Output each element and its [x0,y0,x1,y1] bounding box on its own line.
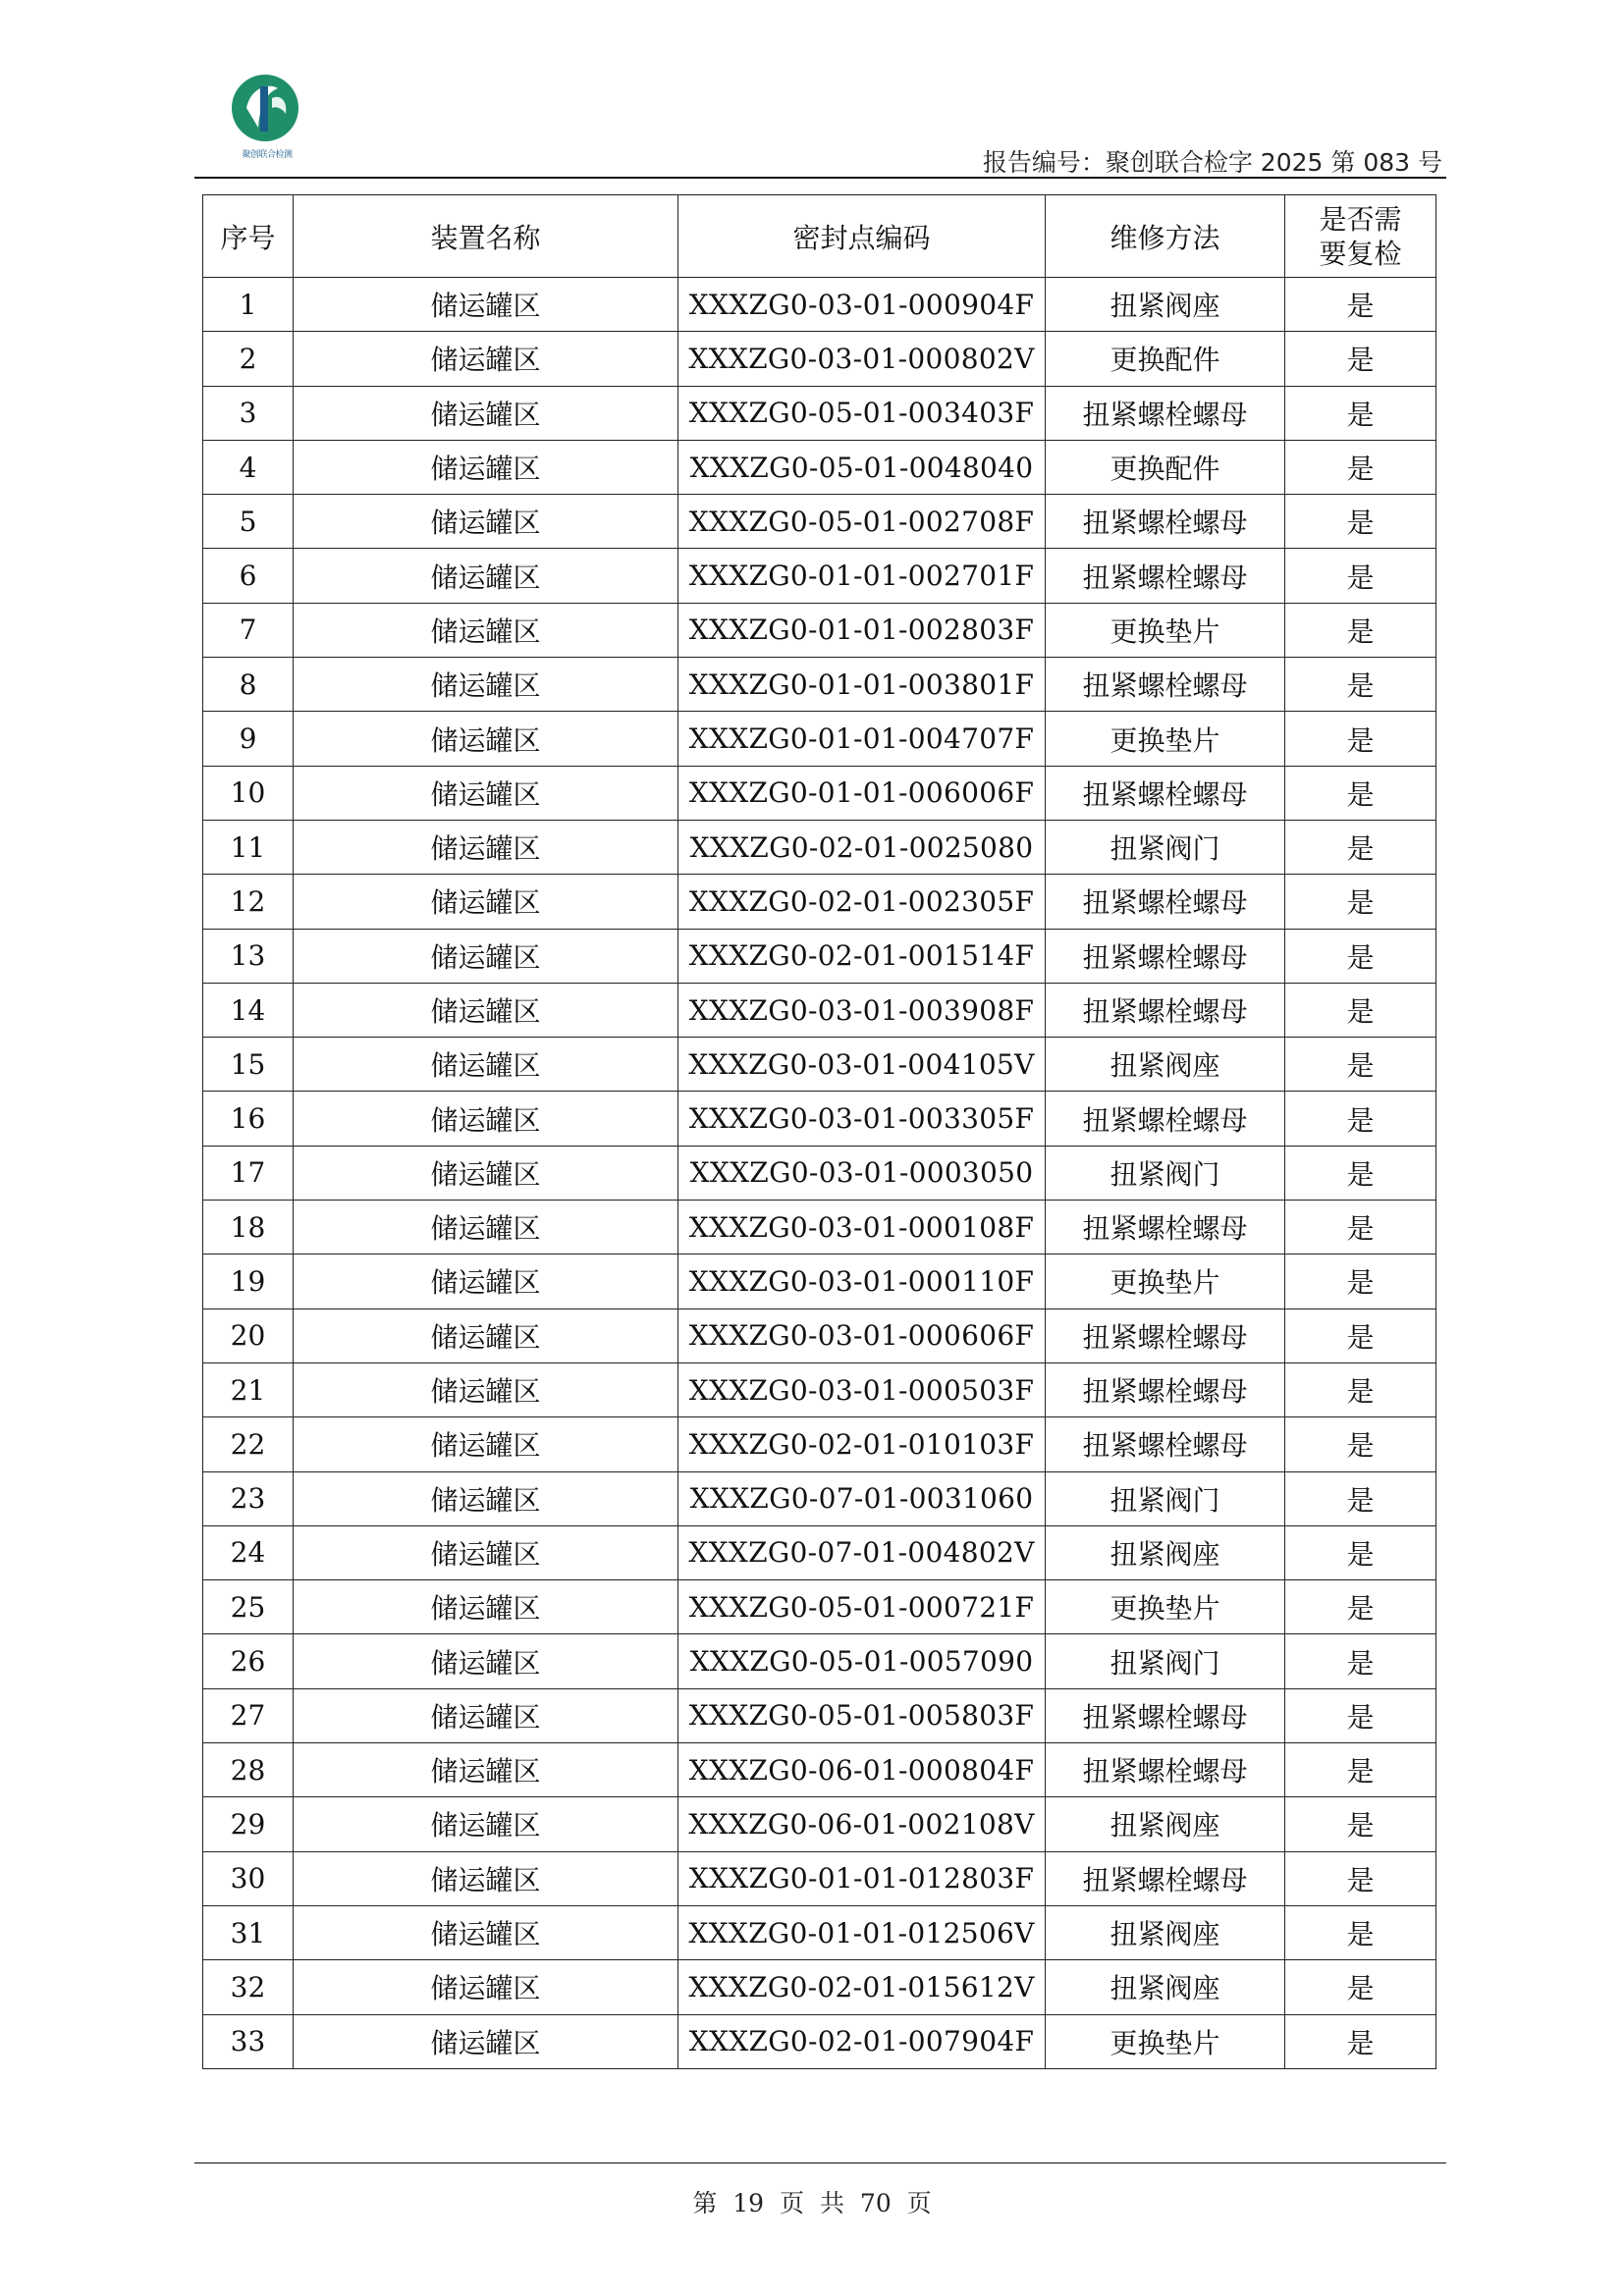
cell-recheck: 是 [1285,1580,1436,1634]
cell-index: 3 [203,386,294,440]
table-row [203,1201,1436,1255]
cell-seal-code: XXXZG0-03-01-000110F [678,1255,1046,1308]
cell-seal-code: XXXZG0-01-01-002803F [678,603,1046,657]
report-number-value: 聚创联合检字 2025 第 083 号 [1105,148,1442,177]
table-row [203,1960,1436,2014]
cell-seal-code: XXXZG0-03-01-0003050 [678,1146,1046,1200]
cell-device-name: 储运罐区 [294,1146,678,1200]
cell-recheck: 是 [1285,1038,1436,1092]
cell-index: 10 [203,766,294,820]
table-row [203,1905,1436,1959]
cell-device-name: 储运罐区 [294,1038,678,1092]
table-row [203,278,1436,332]
cell-recheck: 是 [1285,1905,1436,1959]
cell-index: 17 [203,1146,294,1200]
column-header-recheck-label: 是否需要复检 [1319,202,1402,270]
cell-seal-code: XXXZG0-02-01-001514F [678,929,1046,983]
cell-seal-code: XXXZG0-03-01-003305F [678,1092,1046,1146]
column-header-seal-code: 密封点编码 [678,195,1046,278]
cell-repair-method: 扭紧阀门 [1046,820,1285,874]
cell-seal-code: XXXZG0-06-01-000804F [678,1743,1046,1797]
cell-index: 15 [203,1038,294,1092]
cell-recheck: 是 [1285,1525,1436,1579]
cell-seal-code: XXXZG0-05-01-0057090 [678,1634,1046,1688]
cell-device-name: 储运罐区 [294,1851,678,1905]
cell-recheck: 是 [1285,278,1436,332]
cell-seal-code: XXXZG0-01-01-002701F [678,549,1046,603]
cell-index: 8 [203,658,294,712]
cell-device-name: 储运罐区 [294,332,678,386]
table-row [203,1308,1436,1362]
cell-index: 22 [203,1417,294,1471]
cell-device-name: 储运罐区 [294,1743,678,1797]
cell-repair-method: 扭紧螺栓螺母 [1046,549,1285,603]
cell-seal-code: XXXZG0-03-01-000802V [678,332,1046,386]
cell-device-name: 储运罐区 [294,278,678,332]
table-row [203,658,1436,712]
cell-device-name: 储运罐区 [294,549,678,603]
cell-seal-code: XXXZG0-07-01-0031060 [678,1471,1046,1525]
cell-repair-method: 扭紧螺栓螺母 [1046,1362,1285,1416]
cell-seal-code: XXXZG0-02-01-010103F [678,1417,1046,1471]
table-row [203,875,1436,929]
cell-device-name: 储运罐区 [294,1308,678,1362]
table-body [203,278,1436,2069]
header-divider [194,177,1446,179]
cell-repair-method: 扭紧螺栓螺母 [1046,1851,1285,1905]
cell-device-name: 储运罐区 [294,603,678,657]
cell-repair-method: 更换垫片 [1046,1255,1285,1308]
cell-index: 18 [203,1201,294,1255]
cell-index: 9 [203,712,294,766]
cell-device-name: 储运罐区 [294,712,678,766]
cell-seal-code: XXXZG0-03-01-000904F [678,278,1046,332]
cell-recheck: 是 [1285,1201,1436,1255]
cell-device-name: 储运罐区 [294,658,678,712]
cell-seal-code: XXXZG0-03-01-000108F [678,1201,1046,1255]
cell-seal-code: XXXZG0-03-01-000606F [678,1308,1046,1362]
cell-seal-code: XXXZG0-01-01-006006F [678,766,1046,820]
cell-index: 24 [203,1525,294,1579]
cell-recheck: 是 [1285,603,1436,657]
cell-repair-method: 扭紧螺栓螺母 [1046,1201,1285,1255]
table-row [203,1146,1436,1200]
cell-recheck: 是 [1285,929,1436,983]
cell-recheck: 是 [1285,1797,1436,1851]
table-row [203,440,1436,494]
cell-repair-method: 更换垫片 [1046,1580,1285,1634]
cell-device-name: 储运罐区 [294,1525,678,1579]
column-header-index: 序号 [203,195,294,278]
cell-recheck: 是 [1285,1743,1436,1797]
cell-repair-method: 更换垫片 [1046,603,1285,657]
table-header-row [203,195,1436,278]
cell-seal-code: XXXZG0-03-01-000503F [678,1362,1046,1416]
cell-repair-method: 扭紧阀座 [1046,1525,1285,1579]
cell-repair-method: 扭紧螺栓螺母 [1046,658,1285,712]
page-number: 第 19 页 共 70 页 [692,2189,932,2217]
cell-recheck: 是 [1285,766,1436,820]
table-row [203,1743,1436,1797]
table-row [203,1471,1436,1525]
cell-repair-method: 扭紧螺栓螺母 [1046,929,1285,983]
cell-repair-method: 扭紧阀门 [1046,1146,1285,1200]
cell-recheck: 是 [1285,1417,1436,1471]
cell-seal-code: XXXZG0-05-01-0048040 [678,440,1046,494]
cell-recheck: 是 [1285,1146,1436,1200]
cell-index: 11 [203,820,294,874]
cell-device-name: 储运罐区 [294,875,678,929]
cell-seal-code: XXXZG0-03-01-004105V [678,1038,1046,1092]
cell-index: 1 [203,278,294,332]
cell-seal-code: XXXZG0-02-01-007904F [678,2014,1046,2068]
cell-repair-method: 更换垫片 [1046,2014,1285,2068]
cell-repair-method: 扭紧螺栓螺母 [1046,875,1285,929]
cell-recheck: 是 [1285,712,1436,766]
cell-device-name: 储运罐区 [294,1797,678,1851]
cell-seal-code: XXXZG0-03-01-003908F [678,983,1046,1037]
cell-device-name: 储运罐区 [294,1201,678,1255]
cell-index: 30 [203,1851,294,1905]
cell-device-name: 储运罐区 [294,983,678,1037]
table-row [203,1038,1436,1092]
cell-index: 28 [203,1743,294,1797]
cell-index: 27 [203,1688,294,1742]
cell-index: 33 [203,2014,294,2068]
cell-recheck: 是 [1285,1362,1436,1416]
cell-repair-method: 更换配件 [1046,332,1285,386]
column-header-recheck [1285,195,1436,278]
cell-recheck: 是 [1285,1308,1436,1362]
cell-index: 19 [203,1255,294,1308]
cell-recheck: 是 [1285,1471,1436,1525]
cell-device-name: 储运罐区 [294,766,678,820]
cell-repair-method: 扭紧螺栓螺母 [1046,1743,1285,1797]
cell-device-name: 储运罐区 [294,1417,678,1471]
cell-device-name: 储运罐区 [294,1471,678,1525]
cell-seal-code: XXXZG0-06-01-002108V [678,1797,1046,1851]
table-row [203,1255,1436,1308]
cell-index: 2 [203,332,294,386]
cell-device-name: 储运罐区 [294,820,678,874]
table-row [203,1092,1436,1146]
cell-recheck: 是 [1285,1255,1436,1308]
table-row [203,495,1436,549]
cell-recheck: 是 [1285,875,1436,929]
cell-seal-code: XXXZG0-05-01-005803F [678,1688,1046,1742]
cell-index: 26 [203,1634,294,1688]
table-row [203,1634,1436,1688]
cell-recheck: 是 [1285,1851,1436,1905]
cell-device-name: 储运罐区 [294,1905,678,1959]
cell-device-name: 储运罐区 [294,495,678,549]
cell-seal-code: XXXZG0-05-01-000721F [678,1580,1046,1634]
cell-repair-method: 扭紧螺栓螺母 [1046,1308,1285,1362]
cell-repair-method: 扭紧阀门 [1046,1471,1285,1525]
cell-index: 20 [203,1308,294,1362]
cell-seal-code: XXXZG0-01-01-003801F [678,658,1046,712]
table-row [203,332,1436,386]
cell-index: 25 [203,1580,294,1634]
cell-repair-method: 扭紧阀门 [1046,1634,1285,1688]
table-row [203,712,1436,766]
cell-index: 5 [203,495,294,549]
cell-index: 7 [203,603,294,657]
cell-device-name: 储运罐区 [294,1092,678,1146]
cell-index: 31 [203,1905,294,1959]
cell-seal-code: XXXZG0-02-01-002305F [678,875,1046,929]
cell-index: 23 [203,1471,294,1525]
cell-device-name: 储运罐区 [294,1255,678,1308]
cell-repair-method: 扭紧螺栓螺母 [1046,766,1285,820]
table-row [203,1851,1436,1905]
table-row [203,1688,1436,1742]
cell-recheck: 是 [1285,658,1436,712]
table-row [203,603,1436,657]
cell-index: 14 [203,983,294,1037]
cell-recheck: 是 [1285,1634,1436,1688]
cell-index: 16 [203,1092,294,1146]
table-row [203,1525,1436,1579]
cell-index: 13 [203,929,294,983]
cell-index: 12 [203,875,294,929]
cell-repair-method: 扭紧螺栓螺母 [1046,1417,1285,1471]
cell-repair-method: 扭紧阀座 [1046,1905,1285,1959]
cell-repair-method: 扭紧阀座 [1046,278,1285,332]
table-row [203,1797,1436,1851]
table-row [203,929,1436,983]
cell-repair-method: 扭紧螺栓螺母 [1046,983,1285,1037]
cell-index: 21 [203,1362,294,1416]
cell-seal-code: XXXZG0-02-01-0025080 [678,820,1046,874]
cell-recheck: 是 [1285,1092,1436,1146]
cell-seal-code: XXXZG0-01-01-012506V [678,1905,1046,1959]
table-row [203,1362,1436,1416]
cell-recheck: 是 [1285,386,1436,440]
cell-seal-code: XXXZG0-01-01-012803F [678,1851,1046,1905]
cell-repair-method: 更换配件 [1046,440,1285,494]
cell-repair-method: 扭紧螺栓螺母 [1046,495,1285,549]
column-header-repair-method: 维修方法 [1046,195,1285,278]
cell-seal-code: XXXZG0-05-01-002708F [678,495,1046,549]
cell-device-name: 储运罐区 [294,440,678,494]
logo-icon [221,69,309,147]
table-row [203,1580,1436,1634]
cell-index: 32 [203,1960,294,2014]
cell-recheck: 是 [1285,983,1436,1037]
cell-device-name: 储运罐区 [294,1634,678,1688]
cell-seal-code: XXXZG0-01-01-004707F [678,712,1046,766]
cell-device-name: 储运罐区 [294,1688,678,1742]
cell-repair-method: 更换垫片 [1046,712,1285,766]
cell-repair-method: 扭紧阀座 [1046,1038,1285,1092]
cell-device-name: 储运罐区 [294,929,678,983]
cell-index: 4 [203,440,294,494]
cell-seal-code: XXXZG0-02-01-015612V [678,1960,1046,2014]
cell-index: 29 [203,1797,294,1851]
cell-repair-method: 扭紧螺栓螺母 [1046,386,1285,440]
cell-device-name: 储运罐区 [294,1580,678,1634]
cell-device-name: 储运罐区 [294,2014,678,2068]
table-row [203,386,1436,440]
seal-point-table [202,194,1436,2069]
cell-repair-method: 扭紧阀座 [1046,1797,1285,1851]
cell-device-name: 储运罐区 [294,1960,678,2014]
cell-device-name: 储运罐区 [294,1362,678,1416]
cell-recheck: 是 [1285,820,1436,874]
column-header-device: 装置名称 [294,195,678,278]
cell-seal-code: XXXZG0-05-01-003403F [678,386,1046,440]
table-row [203,549,1436,603]
cell-recheck: 是 [1285,549,1436,603]
table-row [203,983,1436,1037]
cell-recheck: 是 [1285,495,1436,549]
logo-text: 聚创联合检测 [242,150,293,160]
cell-recheck: 是 [1285,332,1436,386]
cell-seal-code: XXXZG0-07-01-004802V [678,1525,1046,1579]
cell-recheck: 是 [1285,1960,1436,2014]
cell-repair-method: 扭紧螺栓螺母 [1046,1092,1285,1146]
cell-recheck: 是 [1285,1688,1436,1742]
table-row [203,1417,1436,1471]
table-row [203,820,1436,874]
report-number-label: 报告编号： [982,148,1106,177]
table-row [203,2014,1436,2068]
report-number [983,143,1442,179]
cell-recheck: 是 [1285,2014,1436,2068]
cell-repair-method: 扭紧螺栓螺母 [1046,1688,1285,1742]
cell-index: 6 [203,549,294,603]
cell-repair-method: 扭紧阀座 [1046,1960,1285,2014]
cell-device-name: 储运罐区 [294,386,678,440]
cell-recheck: 是 [1285,440,1436,494]
table-row [203,766,1436,820]
